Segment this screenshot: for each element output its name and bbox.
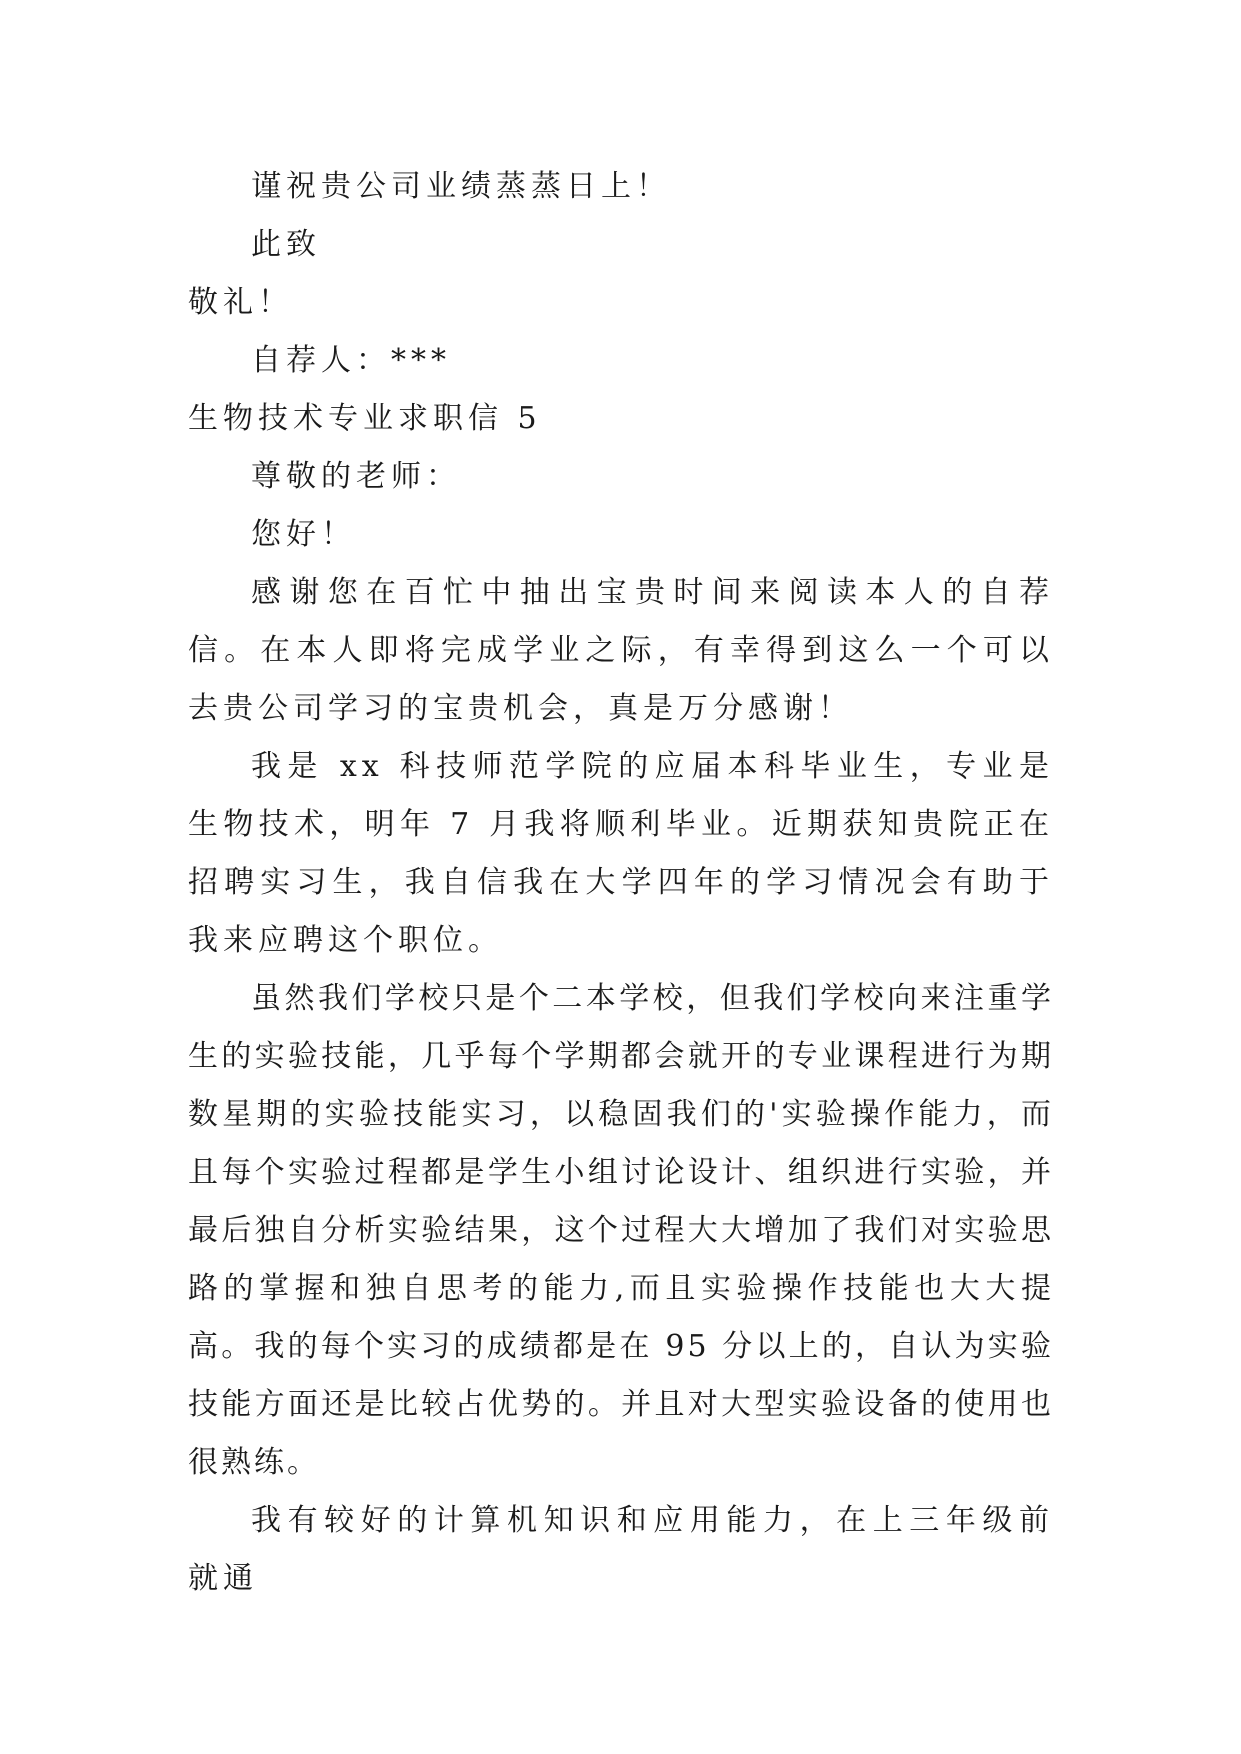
document-body — [188, 158, 1054, 1608]
closing-salute: 此致 — [251, 227, 321, 262]
body-paragraph-computer-skills: 我有较好的计算机知识和应用能力，在上三年级前就通 — [188, 1503, 1054, 1596]
letter-heading: 生物技术专业求职信 5 — [188, 401, 542, 436]
closing-respect: 敬礼！ — [188, 285, 293, 320]
body-paragraph-thanks: 感谢您在百忙中抽出宝贵时间来阅读本人的自荐信。在本人即将完成学业之际，有幸得到这么一个可以去贵公司学习的宝贵机会，真是万分感谢！ — [188, 575, 1054, 726]
signature-line: 自荐人：*** — [251, 343, 451, 378]
letter-hello: 您好！ — [251, 517, 356, 552]
body-paragraph-introduction: 我是 xx 科技师范学院的应届本科毕业生，专业是生物技术，明年 7 月我将顺利毕业。近期获知贵院正在招聘实习生，我自信我在大学四年的学习情况会有助于我来应聘这个职位。 — [188, 749, 1054, 958]
body-paragraph-lab-skills: 虽然我们学校只是个二本学校，但我们学校向来注重学生的实验技能，几乎每个学期都会就开的专业课程进行为期数星期的实验技能实习，以稳固我们的'实验操作能力，而且每个实验过程都是学生小组讨论设计、组织进行实验，并最后独自分析实验结果，这个过程大大增加了我们对实验思路的掌握和独自思考的能力,而且实验操作技能也大大提高。我的每个实习的成绩都是在 95 分以上的，自认为实验技能方面还是比较占优势的。并且对大型实验设备的使用也很熟练。 — [188, 981, 1054, 1480]
letter-greeting: 尊敬的老师： — [251, 459, 461, 494]
closing-wish: 谨祝贵公司业绩蒸蒸日上！ — [251, 169, 671, 204]
